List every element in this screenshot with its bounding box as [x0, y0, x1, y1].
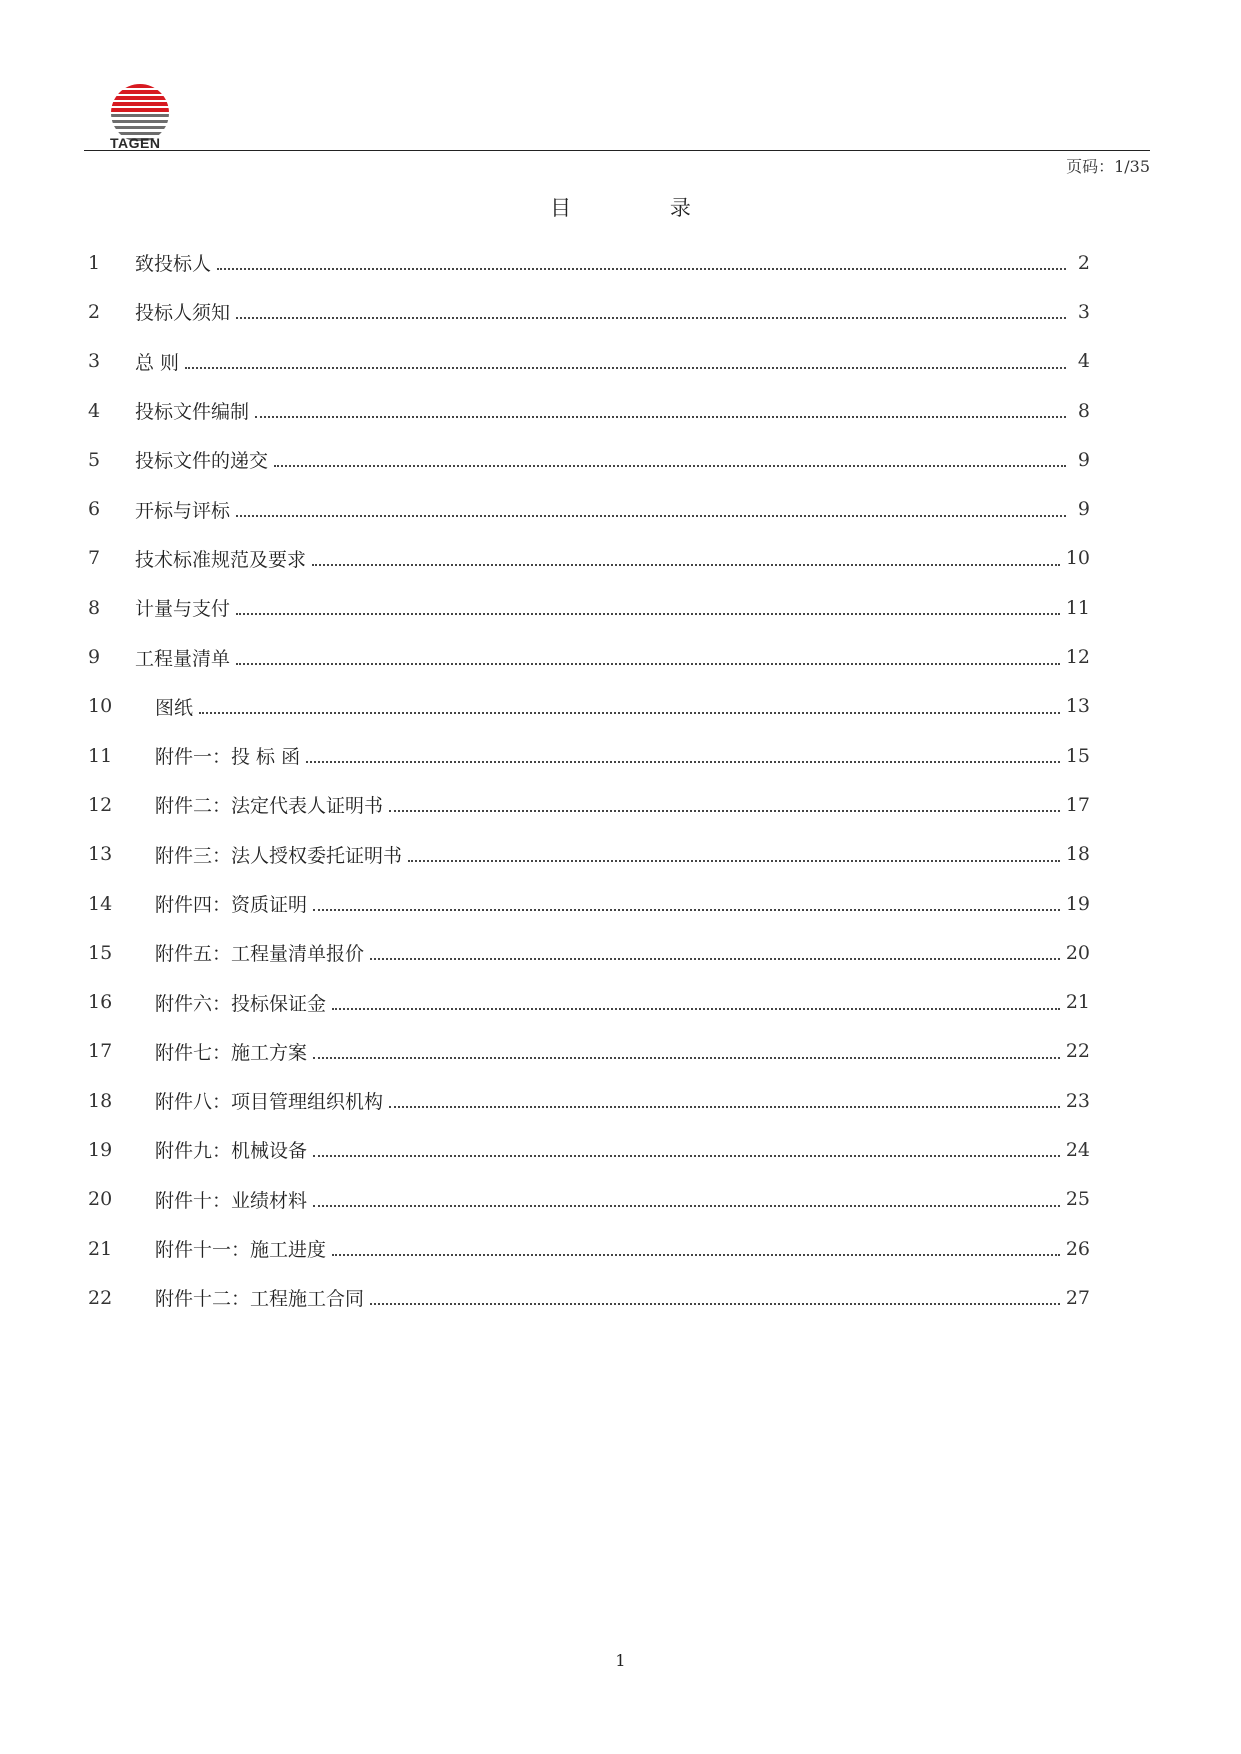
toc-entry-number: 19 — [88, 1138, 113, 1161]
toc-entry[interactable] — [88, 435, 1090, 484]
toc-entry-label[interactable]: 致投标人 — [135, 253, 212, 276]
toc-dot-leader — [199, 711, 1060, 714]
toc-dot-leader — [255, 415, 1066, 418]
toc-entry-label[interactable]: 投标文件的递交 — [135, 450, 269, 473]
toc-entry-number: 15 — [88, 941, 113, 964]
toc-entry-number: 13 — [88, 843, 113, 866]
toc-entry-page[interactable]: 13 — [1065, 695, 1090, 718]
toc-dot-leader — [306, 760, 1060, 763]
toc-entry-page[interactable]: 24 — [1065, 1138, 1090, 1161]
toc-entry[interactable] — [88, 287, 1090, 336]
toc-entry-page[interactable]: 11 — [1065, 596, 1090, 619]
toc-entry-page[interactable]: 9 — [1077, 498, 1090, 521]
toc-entry[interactable] — [88, 1175, 1090, 1224]
toc-dot-leader — [274, 464, 1066, 467]
toc-entry-number: 11 — [88, 744, 113, 767]
toc-dot-leader — [370, 957, 1060, 960]
toc-entry[interactable] — [88, 337, 1090, 386]
toc-entry-label[interactable]: 附件九：机械设备 — [155, 1140, 308, 1163]
table-of-contents — [88, 238, 1090, 1323]
toc-entry[interactable] — [88, 238, 1090, 287]
toc-dot-leader — [236, 514, 1066, 517]
toc-entry-number: 14 — [88, 892, 113, 915]
toc-entry-page[interactable]: 22 — [1065, 1040, 1090, 1063]
toc-entry[interactable] — [88, 1125, 1090, 1174]
toc-entry-number: 7 — [88, 547, 101, 570]
toc-entry-page[interactable]: 2 — [1077, 251, 1090, 274]
toc-dot-leader — [389, 1105, 1060, 1108]
toc-entry[interactable] — [88, 534, 1090, 583]
toc-entry-page[interactable]: 27 — [1065, 1286, 1090, 1309]
toc-entry[interactable] — [88, 780, 1090, 829]
toc-entry-label[interactable]: 附件四：资质证明 — [155, 894, 308, 916]
logo-stripe — [108, 126, 172, 129]
toc-entry-page[interactable]: 12 — [1065, 646, 1090, 669]
footer-page-number: 1 — [615, 1651, 626, 1670]
header-rule — [84, 150, 1150, 151]
toc-entry-label[interactable]: 附件十一：施工进度 — [155, 1239, 327, 1262]
toc-dot-leader — [313, 908, 1060, 911]
toc-entry[interactable] — [88, 830, 1090, 879]
toc-entry-page[interactable]: 26 — [1065, 1237, 1090, 1260]
toc-entry[interactable] — [88, 1027, 1090, 1076]
logo-stripe — [108, 114, 172, 117]
toc-dot-leader — [332, 1007, 1060, 1010]
toc-entry-page[interactable]: 19 — [1065, 892, 1090, 915]
toc-entry-page[interactable]: 18 — [1065, 843, 1090, 866]
toc-entry-label[interactable]: 附件二：法定代表人证明书 — [155, 795, 384, 818]
toc-entry-label[interactable]: 工程量清单 — [135, 647, 231, 670]
toc-entry-number: 3 — [88, 350, 101, 373]
toc-dot-leader — [332, 1253, 1060, 1256]
toc-entry[interactable] — [88, 1273, 1090, 1322]
toc-entry-page[interactable]: 9 — [1077, 448, 1090, 471]
toc-entry-label[interactable]: 附件十：业绩材料 — [155, 1189, 308, 1212]
page-code: 页码：1/35 — [1066, 157, 1150, 176]
toc-entry-label[interactable]: 投标文件编制 — [135, 401, 250, 424]
toc-entry-number: 2 — [88, 300, 101, 323]
toc-title: 目 录 — [550, 196, 737, 220]
toc-entry-label[interactable]: 计量与支付 — [135, 598, 231, 621]
toc-entry[interactable] — [88, 1224, 1090, 1273]
logo-text: TAGEN — [110, 135, 161, 151]
toc-entry-page[interactable]: 25 — [1065, 1188, 1090, 1211]
toc-entry-label[interactable]: 附件七：施工方案 — [155, 1041, 308, 1064]
toc-entry-number: 17 — [88, 1040, 113, 1063]
toc-entry[interactable] — [88, 386, 1090, 435]
toc-dot-leader — [236, 662, 1060, 665]
toc-entry-label[interactable]: 总 则 — [135, 351, 180, 374]
logo-stripe — [108, 96, 172, 100]
toc-entry-page[interactable]: 17 — [1065, 793, 1090, 816]
toc-dot-leader — [185, 366, 1066, 369]
toc-dot-leader — [389, 809, 1060, 812]
logo-stripe — [108, 90, 172, 94]
toc-entry-page[interactable]: 10 — [1065, 547, 1090, 570]
toc-entry-label[interactable]: 附件六：投标保证金 — [155, 992, 327, 1015]
toc-entry-number: 9 — [88, 646, 101, 669]
toc-entry-label[interactable]: 附件八：项目管理组织机构 — [155, 1091, 384, 1114]
toc-entry-label[interactable]: 开标与评标 — [135, 499, 231, 522]
toc-entry-page[interactable]: 3 — [1077, 300, 1090, 323]
toc-entry-label[interactable]: 投标人须知 — [135, 302, 231, 325]
toc-entry-label[interactable]: 技术标准规范及要求 — [135, 548, 307, 571]
logo-stripe — [108, 84, 172, 88]
toc-entry-page[interactable]: 21 — [1065, 991, 1090, 1014]
logo-stripe — [108, 108, 172, 112]
toc-entry[interactable] — [88, 484, 1090, 533]
toc-entry[interactable] — [88, 928, 1090, 977]
toc-dot-leader — [370, 1302, 1060, 1305]
toc-entry-label[interactable]: 附件三：法人授权委托证明书 — [155, 844, 403, 867]
toc-entry-number: 4 — [88, 399, 101, 422]
toc-entry-number: 1 — [88, 251, 101, 274]
toc-entry[interactable] — [88, 632, 1090, 681]
toc-dot-leader — [217, 267, 1066, 270]
toc-dot-leader — [236, 316, 1066, 319]
toc-entry[interactable] — [88, 1076, 1090, 1125]
toc-dot-leader — [313, 1154, 1060, 1157]
toc-entry[interactable] — [88, 879, 1090, 928]
toc-entry[interactable] — [88, 731, 1090, 780]
toc-entry-page[interactable]: 23 — [1065, 1089, 1090, 1112]
toc-entry-number: 18 — [88, 1089, 113, 1112]
toc-entry[interactable] — [88, 977, 1090, 1026]
toc-entry-number: 12 — [88, 793, 113, 816]
toc-dot-leader — [313, 1204, 1060, 1207]
toc-entry-page[interactable]: 8 — [1077, 399, 1090, 422]
toc-entry-number: 5 — [88, 448, 101, 471]
logo-stripe — [108, 120, 172, 123]
toc-entry-number: 20 — [88, 1188, 113, 1211]
toc-entry-number: 6 — [88, 498, 101, 521]
toc-entry-number: 16 — [88, 991, 113, 1014]
toc-dot-leader — [312, 563, 1060, 566]
toc-dot-leader — [313, 1056, 1060, 1059]
logo-stripe — [108, 102, 172, 106]
toc-entry-label[interactable]: 图纸 — [155, 696, 194, 719]
toc-entry-page[interactable]: 15 — [1065, 744, 1090, 767]
toc-dot-leader — [236, 612, 1060, 615]
toc-entry[interactable] — [88, 583, 1090, 632]
toc-entry-page[interactable]: 20 — [1065, 941, 1090, 964]
toc-entry-label[interactable]: 附件五：工程量清单报价 — [155, 943, 365, 966]
toc-entry[interactable] — [88, 682, 1090, 731]
toc-entry-label[interactable]: 附件一：投 标 函 — [155, 746, 301, 769]
toc-dot-leader — [408, 859, 1060, 862]
toc-entry-number: 22 — [88, 1286, 113, 1309]
toc-entry-page[interactable]: 4 — [1077, 350, 1090, 373]
toc-entry-number: 21 — [88, 1237, 113, 1260]
toc-entry-label[interactable]: 附件十二：工程施工合同 — [155, 1288, 365, 1311]
toc-entry-number: 8 — [88, 596, 101, 619]
toc-entry-number: 10 — [88, 695, 113, 718]
